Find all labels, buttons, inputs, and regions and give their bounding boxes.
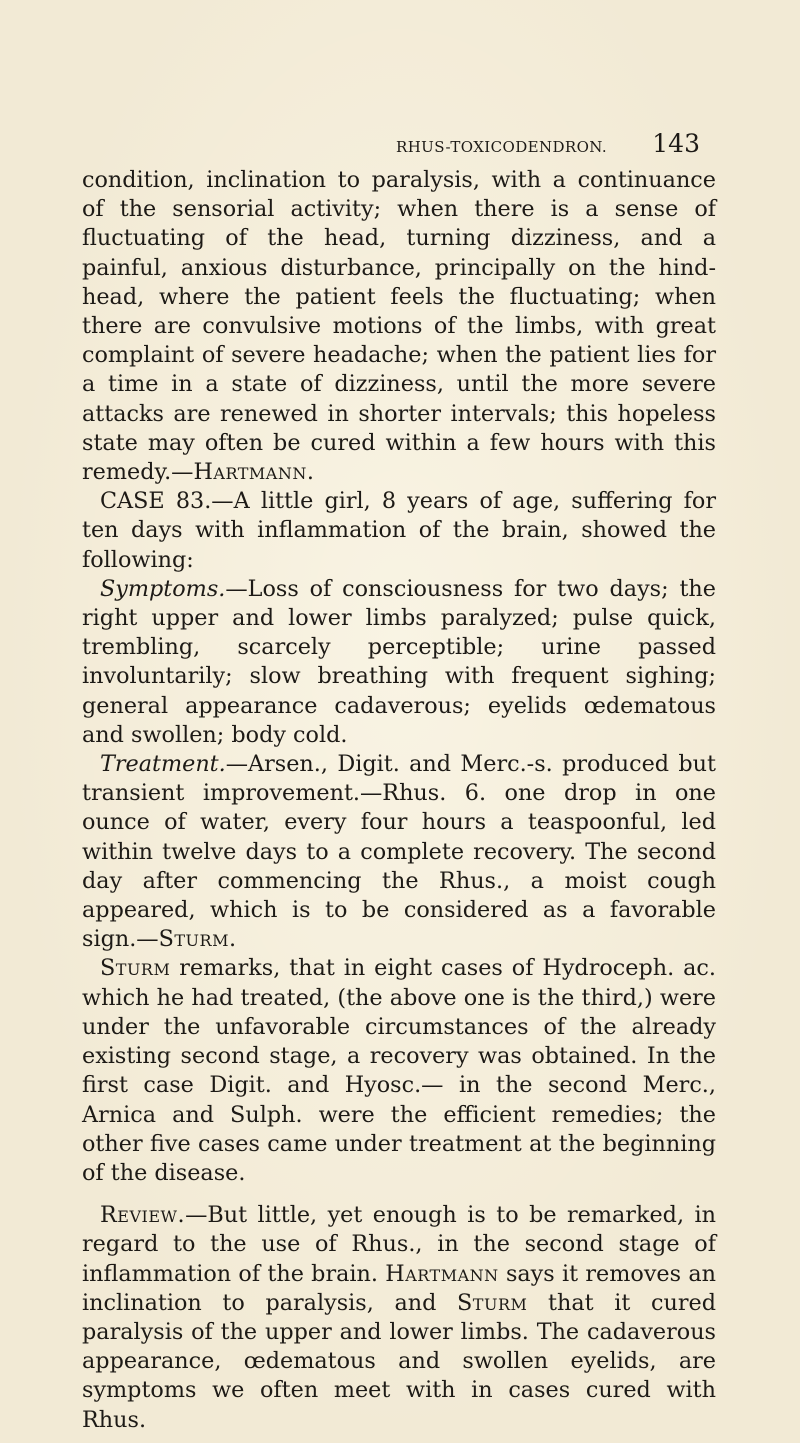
treatment-label: Treatment. [100, 751, 226, 778]
remarks-paragraph [82, 954, 716, 1188]
case-heading-paragraph [82, 487, 716, 575]
author-citation: Sturm. [158, 926, 237, 953]
symptoms-label: Symptoms. [100, 575, 226, 602]
paragraph-text: CASE 83.—A little girl, 8 years of age, suffering for ten days with inflammation of the brain, showed the following: [82, 488, 716, 573]
page-number: 143 [652, 129, 700, 158]
author-name: Hartmann [385, 1260, 499, 1287]
author-name: Sturm [100, 955, 171, 982]
author-name: Sturm [457, 1289, 528, 1316]
running-title: RHUS-TOXICODENDRON. [396, 138, 608, 156]
author-citation: Hartmann. [193, 459, 315, 486]
body-text [82, 166, 716, 1435]
paragraph-text: remarks, that in eight cases of Hydroceph. ac. which he had treated, (the above one is the third,) were under the unfavorable circumstances of the already existing second stage, a recovery was obtained. In the first case Digit. and Hyosc.— in the second Merc., Arnica and Sulph. were the efficient remedies; the other five cases came under treatment at the beginning of the disease. [82, 955, 716, 1186]
treatment-paragraph [82, 750, 716, 954]
page-header [396, 115, 716, 158]
paragraph-text: says it removes an inclination to paralysis, and [82, 1260, 716, 1316]
review-paragraph [82, 1201, 716, 1435]
paragraph-text: condition, inclination to paralysis, with a continuance of the sensorial activity; when there is a sense of fluctuating of the head, turning dizziness, and a painful, anxious disturbance, principally on the hind-head, where the patient feels the fluctuating; when there are convulsive motions of the limbs, with great complaint of severe headache; when the patient lies for a time in a state of dizziness, until the more severe attacks are renewed in shorter intervals; this hopeless state may often be cured within a few hours with this remedy.— [82, 167, 716, 486]
symptoms-paragraph [82, 575, 716, 750]
paragraph-text: —But little, yet enough is to be remarked, in regard to the use of Rhus., in the second stage of inflammation of the brain. [82, 1202, 716, 1287]
paragraph-text: that it cured paralysis of the upper and lower limbs. The cadaverous appearance, œdematous and swollen eyelids, are symptoms we often meet with in cases cured with Rhus. [82, 1289, 716, 1433]
paragraph-continuation [82, 166, 716, 487]
paragraph-text: —Arsen., Digit. and Merc.-s. produced but transient improvement.—Rhus. 6. one drop in one ounce of water, every four hours a teaspoonful, led within twelve days to a complete recovery. The second day after commencing the Rhus., a moist cough appeared, which is to be considered as a favorable sign.— [82, 751, 716, 953]
paragraph-text: —Loss of consciousness for two days; the right upper and lower limbs paralyzed; pulse quick, trembling, scarcely perceptible; urine passed involuntarily; slow breathing with frequent sighing; general appearance cadaverous; eyelids œdematous and swollen; body cold. [82, 575, 716, 748]
review-label: Review. [100, 1202, 186, 1229]
